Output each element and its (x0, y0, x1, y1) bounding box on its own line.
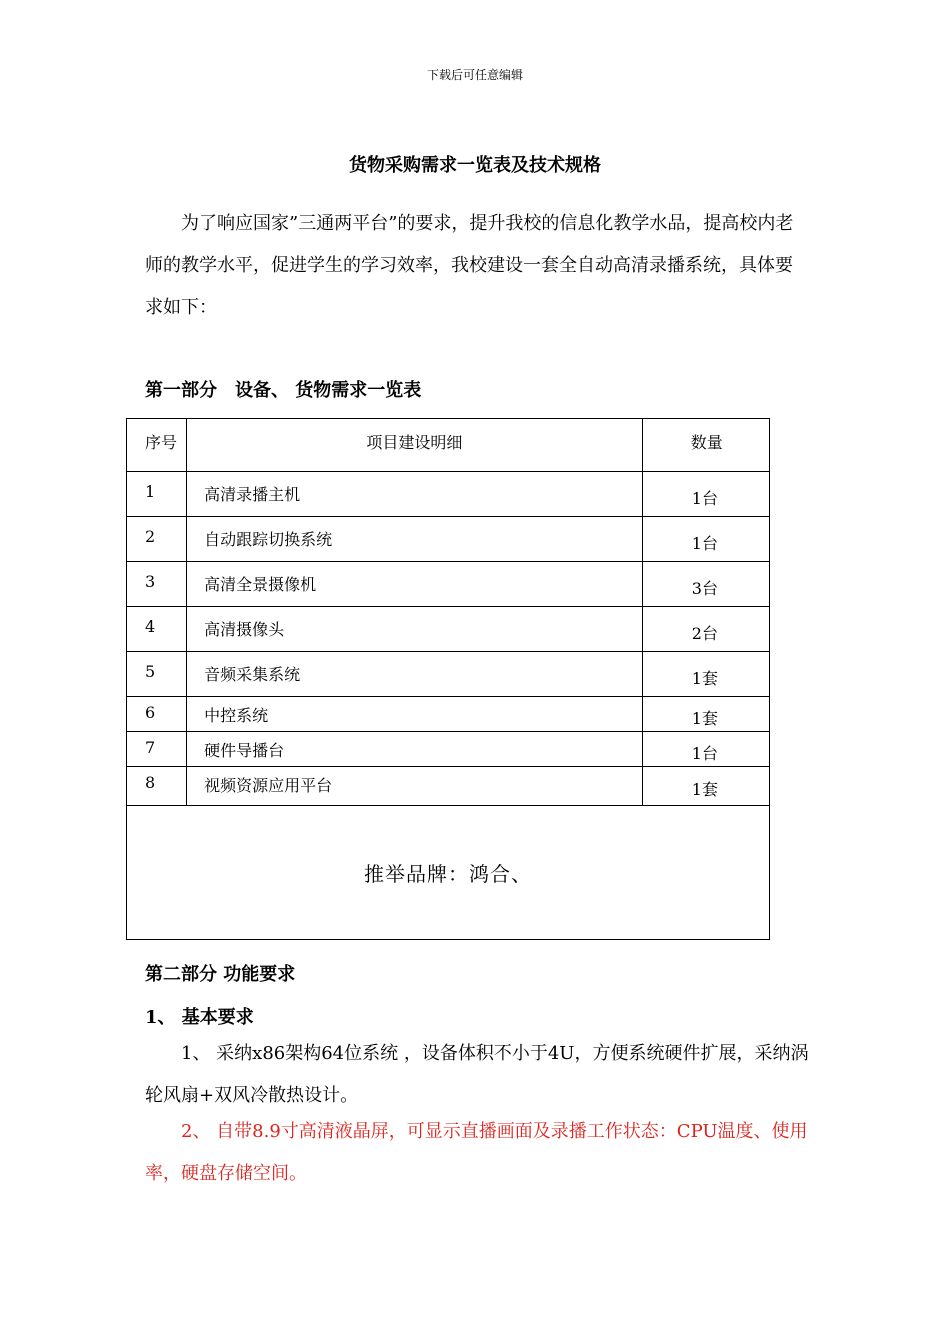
table-row (127, 517, 770, 562)
requirement-item-1: 1、 采纳x86架构64位系统 ，设备体积不小于4U，方便系统硬件扩展，采纳涡轮风扇+双风冷散热设计。 (145, 1043, 809, 1106)
table-row (127, 472, 770, 517)
table-row (127, 732, 770, 767)
row-qty: 1套 (642, 697, 769, 732)
row-qty: 1套 (642, 767, 769, 806)
table-row (127, 652, 770, 697)
row-item: 硬件导播台 (187, 732, 643, 767)
table-row (127, 607, 770, 652)
row-item: 高清摄像头 (187, 607, 643, 652)
recommended-brand: 推举品牌：鸿合、 (127, 806, 770, 940)
row-qty: 3台 (642, 562, 769, 607)
row-index: 6 (127, 697, 187, 732)
header-item: 项目建设明细 (187, 419, 643, 472)
row-item: 音频采集系统 (187, 652, 643, 697)
row-index: 2 (127, 517, 187, 562)
table-row (127, 697, 770, 732)
requirement-item-2: 2、 自带8.9寸高清液晶屏，可显示直播画面及录播工作状态：CPU温度、使用率，硬盘存储空间。 (145, 1121, 808, 1184)
row-item: 自动跟踪切换系统 (187, 517, 643, 562)
brand-row (127, 806, 770, 940)
row-index: 5 (127, 652, 187, 697)
table-row (127, 562, 770, 607)
header-index: 序号 (127, 419, 187, 472)
row-item: 高清全景摄像机 (187, 562, 643, 607)
row-qty: 1台 (642, 732, 769, 767)
row-qty: 1台 (642, 517, 769, 562)
part2-heading: 第二部分 功能要求 (145, 964, 296, 985)
table-header-row (127, 419, 770, 472)
intro-paragraph: 为了响应国家”三通两平台”的要求，提升我校的信息化教学水品，提高校内老师的教学水平，促进学生的学习效率，我校建设一套全自动高清录播系统，具体要求如下： (145, 213, 794, 318)
row-index: 8 (127, 767, 187, 806)
part1-heading: 第一部分 设备、 货物需求一览表 (145, 380, 422, 401)
row-index: 7 (127, 732, 187, 767)
row-item: 视频资源应用平台 (187, 767, 643, 806)
document-title: 货物采购需求一览表及技术规格 (349, 155, 601, 176)
row-index: 1 (127, 472, 187, 517)
table-row (127, 767, 770, 806)
page-header-note: 下载后可任意编辑 (426, 68, 523, 82)
requirements-table (126, 418, 770, 940)
row-index: 4 (127, 607, 187, 652)
row-qty: 2台 (642, 607, 769, 652)
row-index: 3 (127, 562, 187, 607)
row-qty: 1台 (642, 472, 769, 517)
header-qty: 数量 (642, 419, 769, 472)
row-qty: 1套 (642, 652, 769, 697)
basic-requirements-heading: 1、 基本要求 (145, 1007, 254, 1028)
row-item: 高清录播主机 (187, 472, 643, 517)
row-item: 中控系统 (187, 697, 643, 732)
